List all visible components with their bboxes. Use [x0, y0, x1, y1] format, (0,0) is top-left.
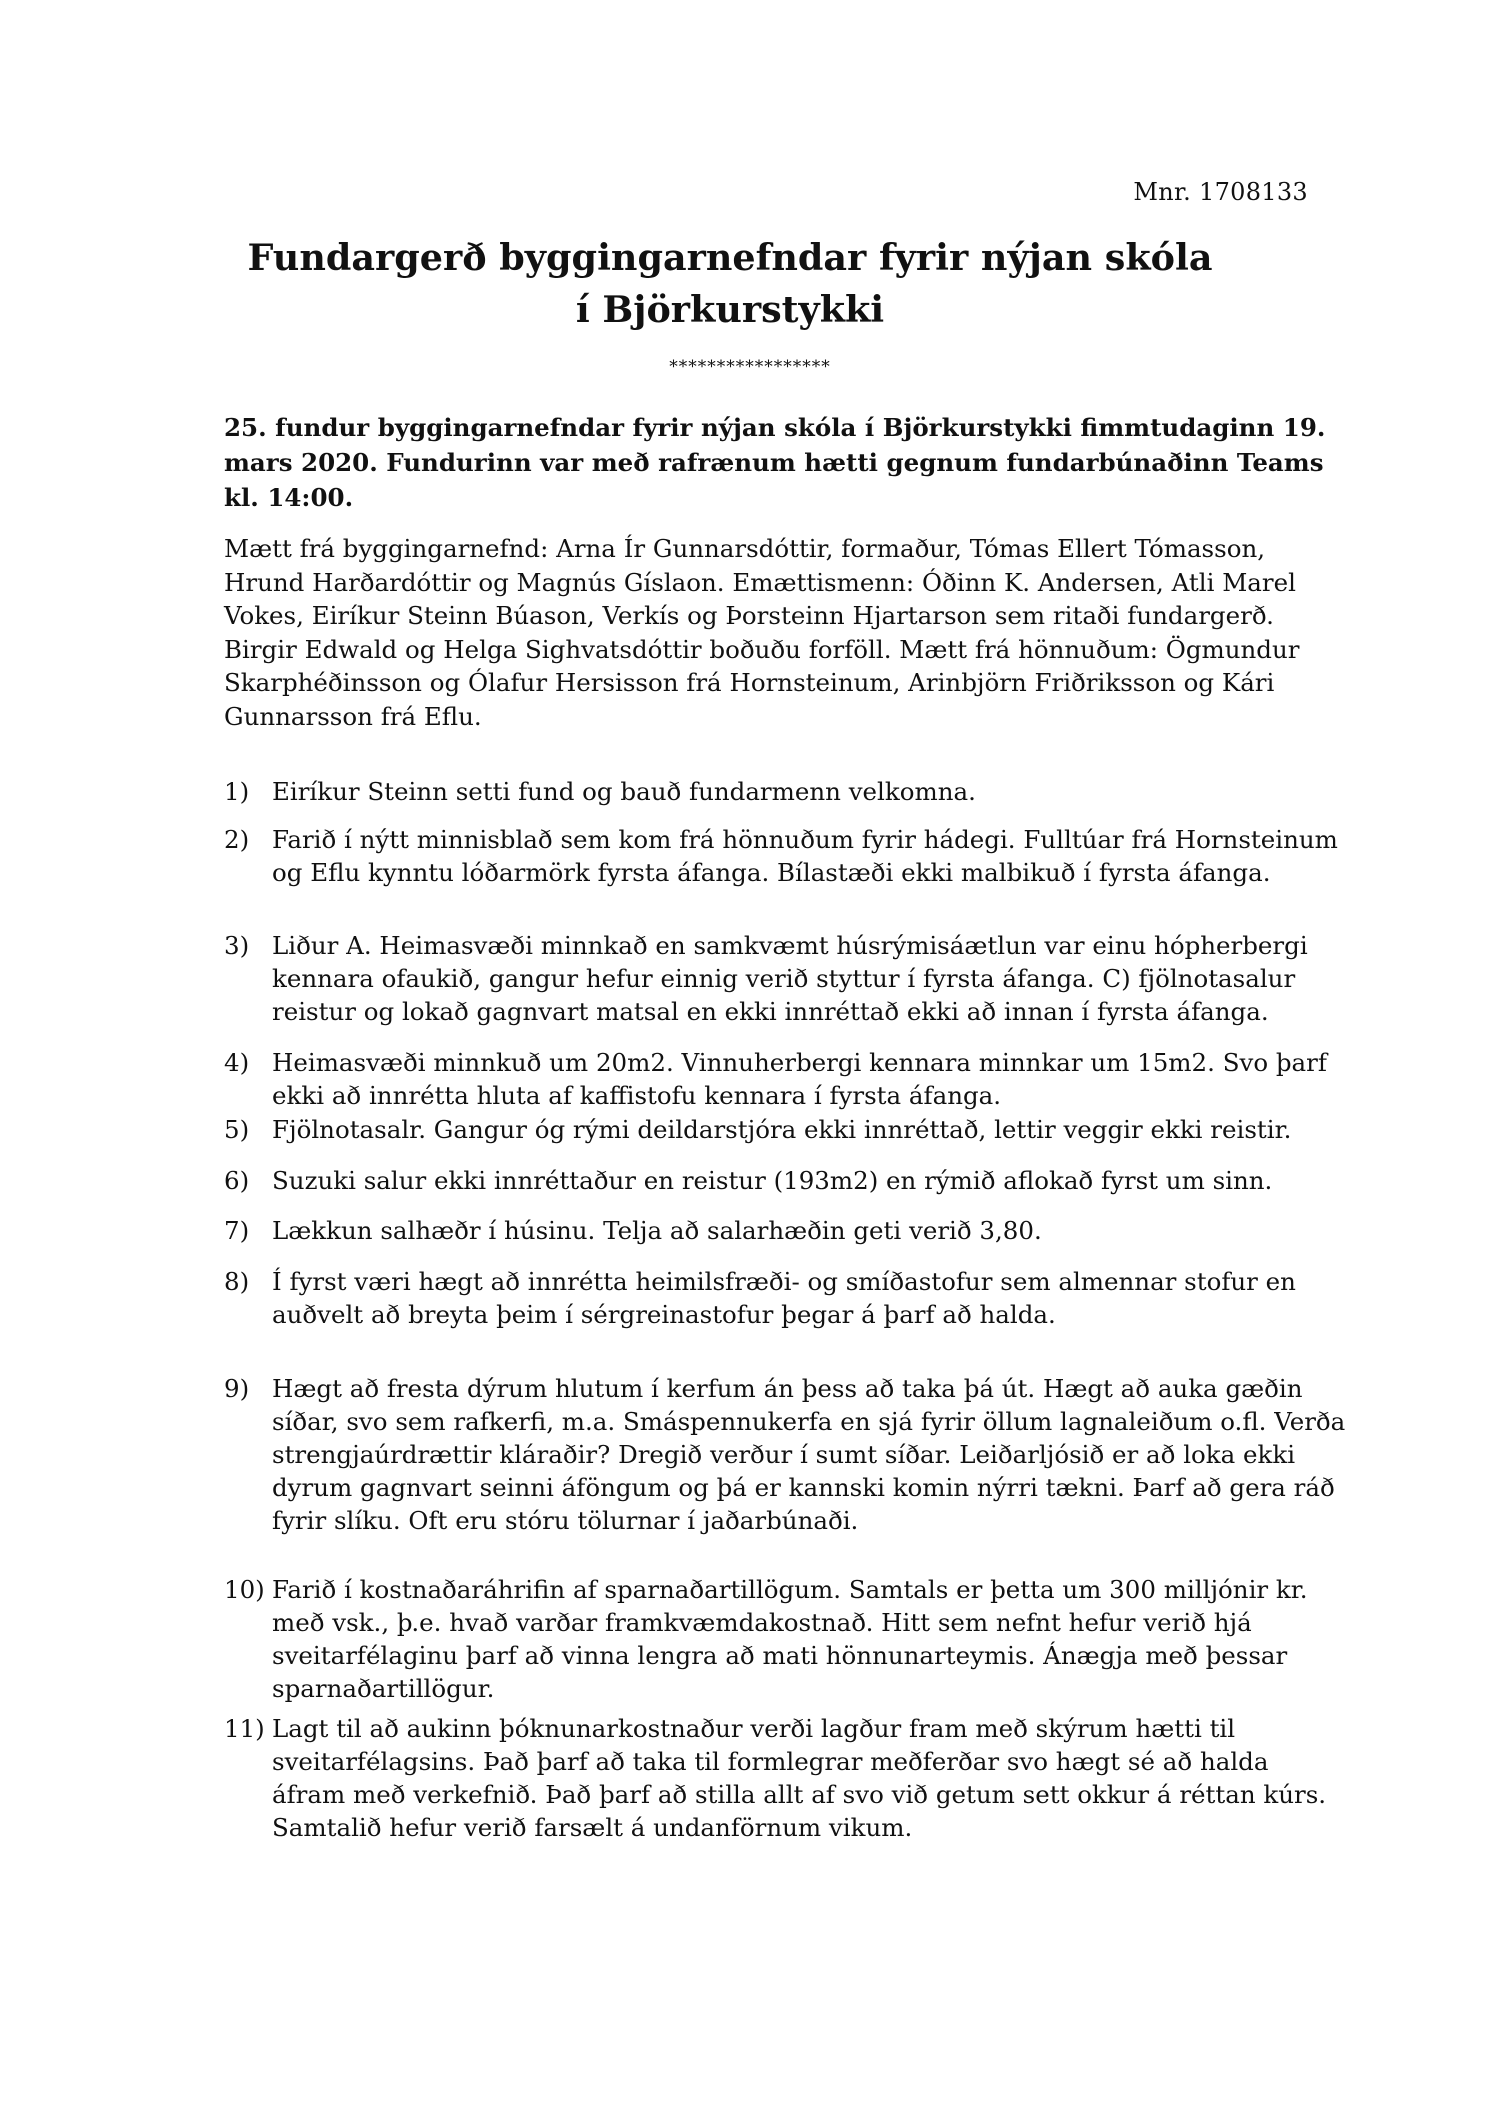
list-item	[224, 1214, 1349, 1247]
list-item	[224, 929, 1349, 1028]
attendance-paragraph: Mætt frá byggingarnefnd: Arna Ír Gunnarsdóttir, formaður, Tómas Ellert Tómasson, Hrund Harðardóttir og Magnús Gíslaon. Emættismenn: Óðinn K. Andersen, Atli Marel Vokes, Eiríkur Steinn Búason, Verkís og Þorsteinn Hjartarson sem ritaði fundargerð. Birgir Edwald og Helga Sighvatsdóttir boðuðu forföll. Mætt frá hönnuðum: Ögmundur Skarphéðinsson og Ólafur Hersisson frá Hornsteinum, Arinbjörn Friðriksson og Kári Gunnarsson frá Eflu.	[224, 534, 1300, 731]
reference-number: Mnr. 1708133	[1133, 178, 1308, 206]
list-item	[224, 775, 1349, 808]
list-item-text: Eiríkur Steinn setti fund og bauð fundarmenn velkomna.	[272, 777, 976, 806]
separator: *****************	[669, 357, 831, 377]
list-item-text: Suzuki salur ekki innréttaður en reistur (193m2) en rýmið aflokað fyrst um sinn.	[272, 1166, 1273, 1195]
list-item-number: 2)	[224, 825, 250, 854]
list-item	[224, 1712, 1349, 1844]
list-item-number: 5)	[224, 1115, 250, 1144]
list-item	[224, 1573, 1349, 1705]
list-item-text: Hægt að fresta dýrum hlutum í kerfum án þess að taka þá út. Hægt að auka gæðin síðar, svo sem rafkerfi, m.a. Smáspennukerfa en sjá fyrir öllum lagnaleiðum o.fl. Verða strengjaúrdrættir kláraðir? Dregið verður í sumt síðar. Leiðarljósið er að loka ekki dyrum gagnvart seinni áföngum og þá er kannski komin nýrri tækni. Þarf að gera ráð fyrir slíku. Oft eru stóru tölurnar í jaðarbúnaði.	[272, 1374, 1346, 1535]
meeting-intro: 25. fundur byggingarnefndar fyrir nýjan skóla í Björkurstykki fimmtudaginn 19. mars 2020. Fundurinn var með rafrænum hætti gegnum fundarbúnaðinn Teams kl. 14:00.	[224, 413, 1326, 512]
list-item	[224, 1265, 1349, 1331]
list-item-text: Fjölnotasalr. Gangur óg rými deildarstjóra ekki innréttað, lettir veggir ekki reistir.	[272, 1115, 1292, 1144]
list-item-text: Lagt til að aukinn þóknunarkostnaður verði lagður fram með skýrum hætti til sveitarfélagsins. Það þarf að taka til formlegrar meðferðar svo hægt sé að halda áfram með verkefnið. Það þarf að stilla allt af svo við getum sett okkur á réttan kúrs. Samtalið hefur verið farsælt á undanförnum vikum.	[272, 1714, 1327, 1842]
list-item	[224, 1164, 1349, 1197]
list-item-text: Heimasvæði minnkuð um 20m2. Vinnuherbergi kennara minnkar um 15m2. Svo þarf ekki að innrétta hluta af kaffistofu kennara í fyrsta áfanga.	[272, 1048, 1327, 1110]
list-item-number: 3)	[224, 931, 250, 960]
list-item-text: Farið í kostnaðaráhrifin af sparnaðartillögum. Samtals er þetta um 300 milljónir kr. með vsk., þ.e. hvað varðar framkvæmdakostnað. Hitt sem nefnt hefur verið hjá sveitarfélaginu þarf að vinna lengra að mati hönnunarteymis. Ánægja með þessar sparnaðartillögur.	[272, 1575, 1308, 1703]
list-item-number: 7)	[224, 1216, 250, 1245]
title-line-2: í Björkurstykki	[575, 288, 885, 331]
list-item-text: Farið í nýtt minnisblað sem kom frá hönnuðum fyrir hádegi. Fulltúar frá Hornsteinum og Eflu kynntu lóðarmörk fyrsta áfanga. Bílastæði ekki malbikuð í fyrsta áfanga.	[272, 825, 1338, 887]
list-item	[224, 1113, 1349, 1146]
list-item-number: 6)	[224, 1166, 250, 1195]
list-item	[224, 1372, 1349, 1537]
list-item-text: Lækkun salhæðr í húsinu. Telja að salarhæðin geti verið 3,80.	[272, 1216, 1042, 1245]
page-title	[150, 232, 1310, 336]
list-item-number: 9)	[224, 1374, 250, 1403]
list-item-number: 11)	[224, 1714, 265, 1743]
list-item	[224, 823, 1349, 889]
list-item-number: 8)	[224, 1267, 250, 1296]
list-item	[224, 1046, 1349, 1112]
list-item-number: 4)	[224, 1048, 250, 1077]
list-item-number: 10)	[224, 1575, 265, 1604]
title-line-1: Fundargerð byggingarnefndar fyrir nýjan skóla	[247, 236, 1213, 279]
list-item-text: Í fyrst væri hægt að innrétta heimilsfræði- og smíðastofur sem almennar stofur en auðvelt að breyta þeim í sérgreinastofur þegar á þarf að halda.	[272, 1267, 1296, 1329]
list-item-text: Liður A. Heimasvæði minnkað en samkvæmt húsrýmisáætlun var einu hópherbergi kennara ofaukið, gangur hefur einnig verið styttur í fyrsta áfanga. C) fjölnotasalur reistur og lokað gagnvart matsal en ekki innréttað ekki að innan í fyrsta áfanga.	[272, 931, 1308, 1026]
list-item-number: 1)	[224, 777, 250, 806]
